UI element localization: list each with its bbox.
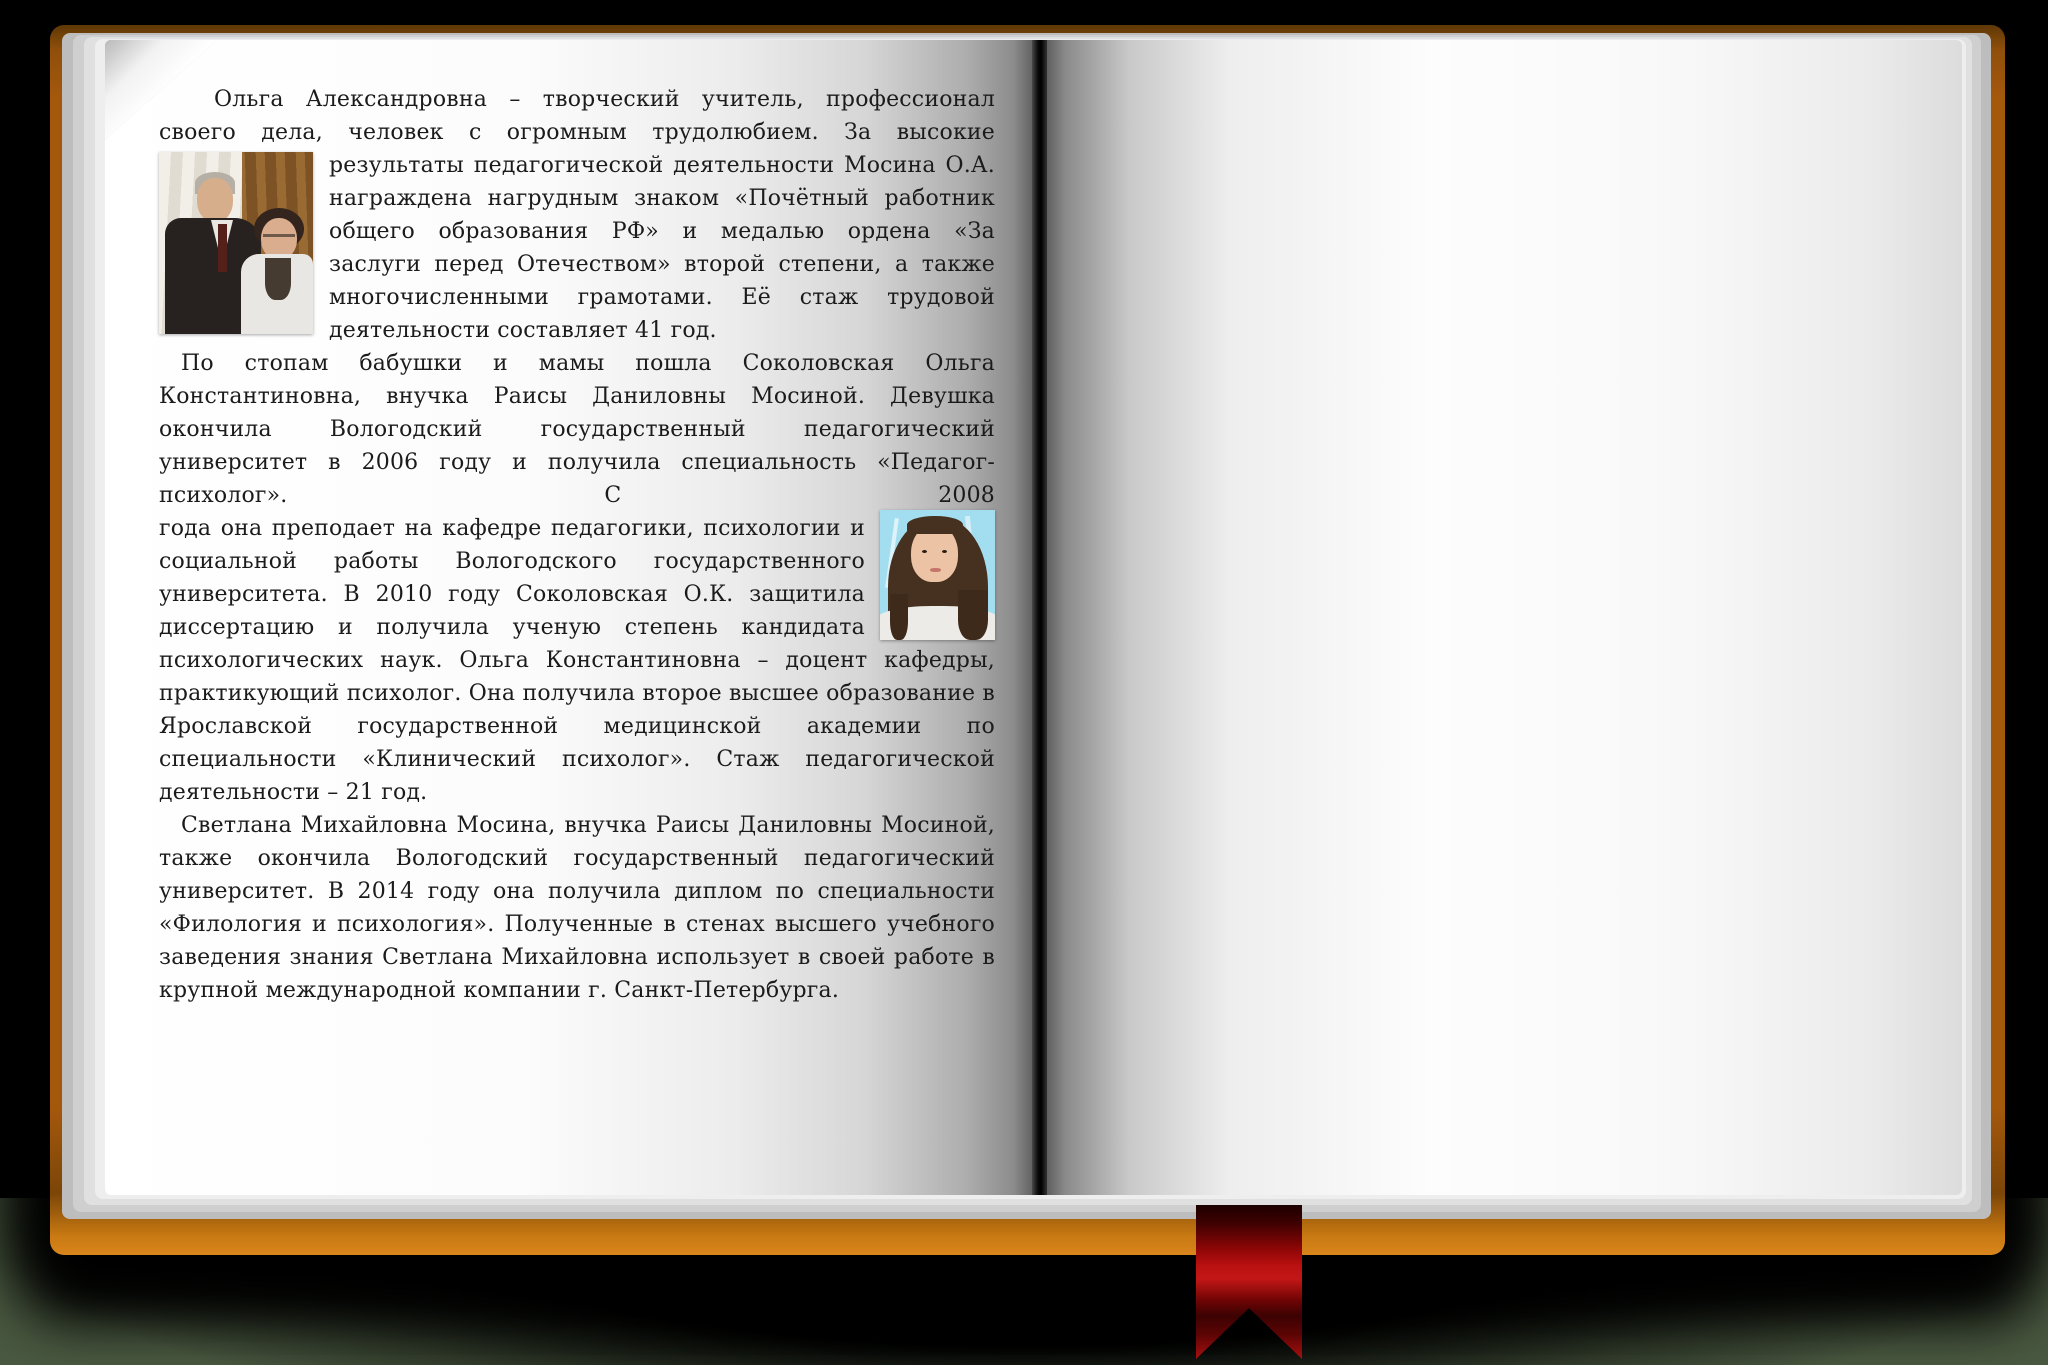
man-face: [197, 178, 233, 222]
paragraph-2-intro: По стопам бабушки и мамы пошла Соколовская Ольга Константиновна, внучка Раисы Даниловны Мосиной. Девушка окончила Вологодский государственный педагогический университет в 2006 году и получила специальность «Педагог-психолог». С 2008: [159, 351, 995, 508]
paragraph-1-rest: результаты педагогической деятельности Мосина О.А. награждена нагрудным знаком «Почётный работник общего образования РФ» и медалью ордена «За заслуги перед Отечеством» второй степени, а также многочисленными грамотами. Её стаж трудовой деятельности составляет 41 год.: [329, 153, 995, 343]
eye: [922, 550, 927, 553]
page-text-column: [105, 40, 1032, 1007]
paragraph-2-photo-block: [159, 512, 995, 644]
page-left[interactable]: [105, 40, 1032, 1195]
lips: [930, 568, 941, 572]
paragraph-2-middle: года она преподает на кафедре педагогики, психологии и социальной работы Вологодского государственного университета. В 2010 году Соколовская О.К. защитила диссертацию и получила ученую степень кандидата: [159, 516, 865, 640]
paragraph-2-rest: психологических наук. Ольга Константиновна – доцент кафедры, практикующий психолог. Она получила второе высшее образование в Ярославской государственной медицинской академии по специальности «Клинический психолог». Стаж педагогической деятельности – 21 год.: [159, 648, 995, 805]
young-woman-fringe: [907, 516, 963, 534]
page-right[interactable]: [1047, 40, 1962, 1195]
photo-young-woman: [880, 510, 995, 640]
book-cover: [50, 25, 2005, 1255]
hair-strand-left: [890, 594, 908, 640]
paragraph-1-photo-block: [159, 149, 995, 347]
woman-blouse: [265, 258, 291, 300]
woman-glasses: [263, 234, 295, 237]
open-spread: [105, 40, 1962, 1195]
book-gutter: [1032, 40, 1047, 1195]
paragraph-1-intro: Ольга Александровна – творческий учитель, профессионал своего дела, человек с огромным трудолюбием. За высокие: [159, 87, 995, 145]
hair-strand-right: [958, 590, 988, 640]
man-tie: [218, 224, 227, 272]
eye: [942, 550, 947, 553]
photo-couple: [159, 152, 313, 334]
paragraph-3: Светлана Михайловна Мосина, внучка Раисы Даниловны Мосиной, также окончила Вологодский государственный педагогический университет. В 2014 году она получила диплом по специальности «Филология и психология». Полученные в стенах высшего учебного заведения знания Светлана Михайловна использует в своей работе в крупной международной компании г. Санкт-Петербурга.: [159, 813, 995, 1003]
